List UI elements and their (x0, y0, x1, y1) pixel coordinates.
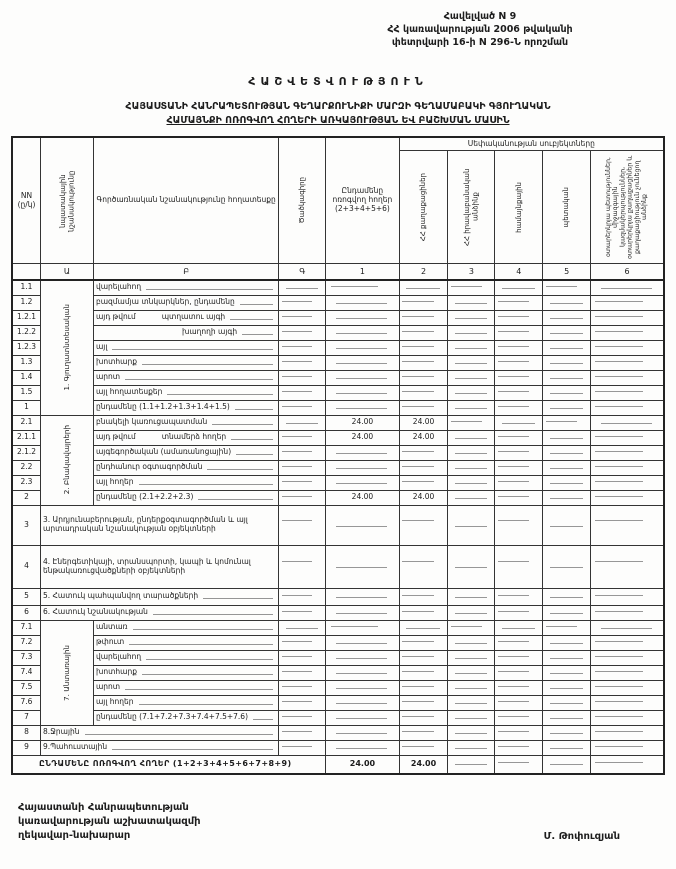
legal-entities-label: ՀՀ իրավաբանական անձինք (462, 168, 480, 246)
grand-total-total: 24.00 (326, 755, 399, 774)
letter-6: 6 (591, 264, 664, 281)
table-row (12, 340, 664, 355)
cell-citizens: 24.00 (399, 490, 448, 505)
row-label: ընդամենը (1.1+1.2+1.3+1.4+1.5) (93, 400, 278, 415)
row-label: ընդամենը (2.1+2.2+2.3) (93, 490, 278, 505)
appendix-line-3: փետրվարի 16-ի N 296-Ն որոշման (391, 37, 569, 48)
row-num: 1.2.1 (12, 310, 41, 325)
table-row-subtotal (12, 490, 664, 505)
letter-a: Ա (41, 264, 94, 281)
table-row-subtotal (12, 400, 664, 415)
table-row (12, 588, 664, 605)
row-label: 9.Պահուստային (41, 740, 279, 755)
row-label: 4. Էներգետիկայի, տրանսպորտի, կապի և կոմունալ ենթակառուցվածքների օբյեկտների (41, 545, 279, 588)
row-label: խոտհարք (93, 355, 278, 370)
row-label: այլ հողեր (93, 475, 278, 490)
row-num: 7.5 (12, 680, 41, 695)
cell-citizens: 24.00 (399, 430, 448, 445)
table-row (12, 740, 664, 755)
table-row (12, 295, 664, 310)
row-num: 2.1.2 (12, 445, 41, 460)
col-header-purpose (41, 137, 94, 264)
row-label: բնակելի կառուցապատման (93, 415, 278, 430)
table-row (12, 665, 664, 680)
table-row (12, 430, 664, 445)
appendix-line-1: Հավելված N 9 (443, 11, 517, 22)
col-header-legal-entities (448, 151, 495, 264)
foreign-label: օտարերկրյա պետություններ, միջազգային կազմակերպություններ, օտարերկրյա քաղաքացիներ և քաղաքացիություն չունեցող անձինք (605, 155, 649, 259)
col-header-citizens (399, 151, 448, 264)
row-label: թփուտ (93, 635, 278, 650)
row-num: 2.1.1 (12, 430, 41, 445)
group-label-settlements: 2. Բնակավայրերի (41, 415, 94, 505)
appendix-block (330, 10, 630, 49)
row-label: 3. Արդյունաբերության, ընդերքօգտագործման և այլ արտադրական նշանակության օբյեկտների (41, 505, 279, 545)
title-subline-1: ՀԱՅԱՍՏԱՆԻ ՀԱՆՐԱՊԵՏՈՒԹՅԱՆ ԳԵՂԱՐՔՈՒՆԻՔԻ ՄԱՐԶԻ ԳԵՂԱՄԱԲԱԿԻ ԳՅՈՒՂԱԿԱՆ (125, 101, 551, 112)
table-row (12, 385, 664, 400)
grand-total-citizens: 24.00 (399, 755, 448, 774)
table-row (12, 355, 664, 370)
row-num: 2.3 (12, 475, 41, 490)
row-label: խոտհարք (93, 665, 278, 680)
row-num: 7 (12, 710, 41, 725)
row-label: այլ հողեր (93, 695, 278, 710)
col-header-functional (93, 137, 278, 264)
footer-signature-block (8, 801, 668, 843)
row-label: բազմամյա տնկարկներ, ընդամենը (93, 295, 278, 310)
cell-total: 24.00 (326, 490, 399, 505)
table-row (12, 680, 664, 695)
table-row (12, 445, 664, 460)
row-label: այգեգործական (ամառանոցային) (93, 445, 278, 460)
table-row (12, 325, 664, 340)
row-num: 2.2 (12, 460, 41, 475)
row-num: 1.2.3 (12, 340, 41, 355)
row-label: 6. Հատուկ նշանակության (41, 605, 279, 620)
letter-4: 4 (495, 264, 543, 281)
group-label-agricultural: 1. Գյուղատնտեսական (41, 280, 94, 415)
row-num: 4 (12, 545, 41, 588)
table-row (12, 415, 664, 430)
row-num: 1.2.2 (12, 325, 41, 340)
row-num: 1.5 (12, 385, 41, 400)
col-header-nn (12, 137, 41, 264)
row-num: 1.4 (12, 370, 41, 385)
row-num: 3 (12, 505, 41, 545)
row-label: 5. Հատուկ պահպանվող տարածքների (41, 588, 279, 605)
table-row (12, 620, 664, 635)
total-label: Ընդամենը ոռոգվող հողեր (2+3+4+5+6) (332, 186, 393, 213)
cell-total: 24.00 (326, 430, 399, 445)
letter-3: 3 (448, 264, 495, 281)
row-label: վարելահող (93, 650, 278, 665)
col-header-communal (495, 151, 543, 264)
row-num: 1.1 (12, 280, 41, 295)
row-num: 8 (12, 725, 41, 740)
row-label: խաղողի այգի (93, 325, 278, 340)
table-row (12, 725, 664, 740)
row-label: այդ թվում պտղատու այգի (93, 310, 278, 325)
col-header-total (326, 137, 399, 264)
row-num: 9 (12, 740, 41, 755)
appendix-line-2: ՀՀ կառավարության 2006 թվականի (387, 24, 573, 35)
table-row-subtotal (12, 710, 664, 725)
group-label-forest: 7. Անտառային (41, 620, 94, 725)
col-header-code (279, 137, 326, 264)
nn-label: NN (ը/կ) (17, 190, 36, 209)
letter-g: Գ (279, 264, 326, 281)
row-label: արոտ (93, 370, 278, 385)
row-label: անտառ (93, 620, 278, 635)
row-label: 8.Ջրային (41, 725, 279, 740)
table-row (12, 605, 664, 620)
letter-2: 2 (399, 264, 448, 281)
signatory-name: Մ. Թոփուզյան (543, 830, 620, 842)
communal-label: համայնքային (514, 181, 523, 233)
row-label: այդ թվում տնամերձ հողեր (93, 430, 278, 445)
row-label: ընդհանուր օգտագործման (93, 460, 278, 475)
title-subline-2: ՀԱՄԱՅՆՔԻ ՈՌՈԳՎՈՂ ՀՈՂԵՐԻ ԱՌԿԱՅՈՒԹՅԱՆ ԵՎ ԲԱՇԽՄԱՆ ՄԱՍԻՆ (166, 114, 510, 126)
col-header-state (543, 151, 591, 264)
table-row (12, 460, 664, 475)
signatory-title: Հայաստանի Հանրապետության կառավարության աշխատակազմի ղեկավար-նախարար (18, 801, 201, 841)
row-num: 7.1 (12, 620, 41, 635)
row-num: 1.3 (12, 355, 41, 370)
row-num: 1 (12, 400, 41, 415)
row-label: այլ (93, 340, 278, 355)
table-row (12, 310, 664, 325)
row-label: վարելահող (93, 280, 278, 295)
functional-label: Գործառնական նշանակությունը հողատեսքը (96, 195, 276, 205)
table-row (12, 505, 664, 545)
row-num: 1.2 (12, 295, 41, 310)
ownership-group-header: Սեփականության սուբյեկտները (399, 137, 664, 151)
letter-1: 1 (326, 264, 399, 281)
land-report-table (11, 136, 665, 775)
column-letters-row (12, 264, 664, 281)
col-header-foreign (591, 151, 664, 264)
row-num: 7.4 (12, 665, 41, 680)
code-label: Ծածկագիրը (298, 177, 307, 224)
row-label: ընդամենը (7.1+7.2+7.3+7.4+7.5+7.6) (93, 710, 278, 725)
cell-citizens: 24.00 (399, 415, 448, 430)
table-row (12, 370, 664, 385)
citizens-label: ՀՀ քաղաքացիներ (419, 172, 428, 242)
row-num: 2.1 (12, 415, 41, 430)
row-num: 7.6 (12, 695, 41, 710)
table-row (12, 475, 664, 490)
row-num: 2 (12, 490, 41, 505)
row-num: 7.3 (12, 650, 41, 665)
row-num: 5 (12, 588, 41, 605)
letter-blank (12, 264, 41, 281)
table-row (12, 280, 664, 295)
row-num: 7.2 (12, 635, 41, 650)
purpose-label: նպատակային նշանակությունը (58, 169, 75, 232)
row-label: արոտ (93, 680, 278, 695)
state-label: պետական (562, 186, 571, 228)
table-row (12, 545, 664, 588)
row-num: 6 (12, 605, 41, 620)
letter-b: Բ (93, 264, 278, 281)
grand-total-row (12, 755, 664, 774)
cell-total: 24.00 (326, 415, 399, 430)
page-title: ՀԱՇՎԵՏՎՈՒԹՅՈՒՆ (248, 75, 428, 88)
row-label: այլ հողատեսքեր (93, 385, 278, 400)
table-row (12, 650, 664, 665)
grand-total-label: ԸՆԴԱՄԵՆԸ ՈՌՈԳՎՈՂ ՀՈՂԵՐ (1+2+3+4+5+6+7+8+9) (12, 755, 326, 774)
letter-5: 5 (543, 264, 591, 281)
table-row (12, 695, 664, 710)
table-row (12, 635, 664, 650)
title-block (8, 75, 668, 127)
